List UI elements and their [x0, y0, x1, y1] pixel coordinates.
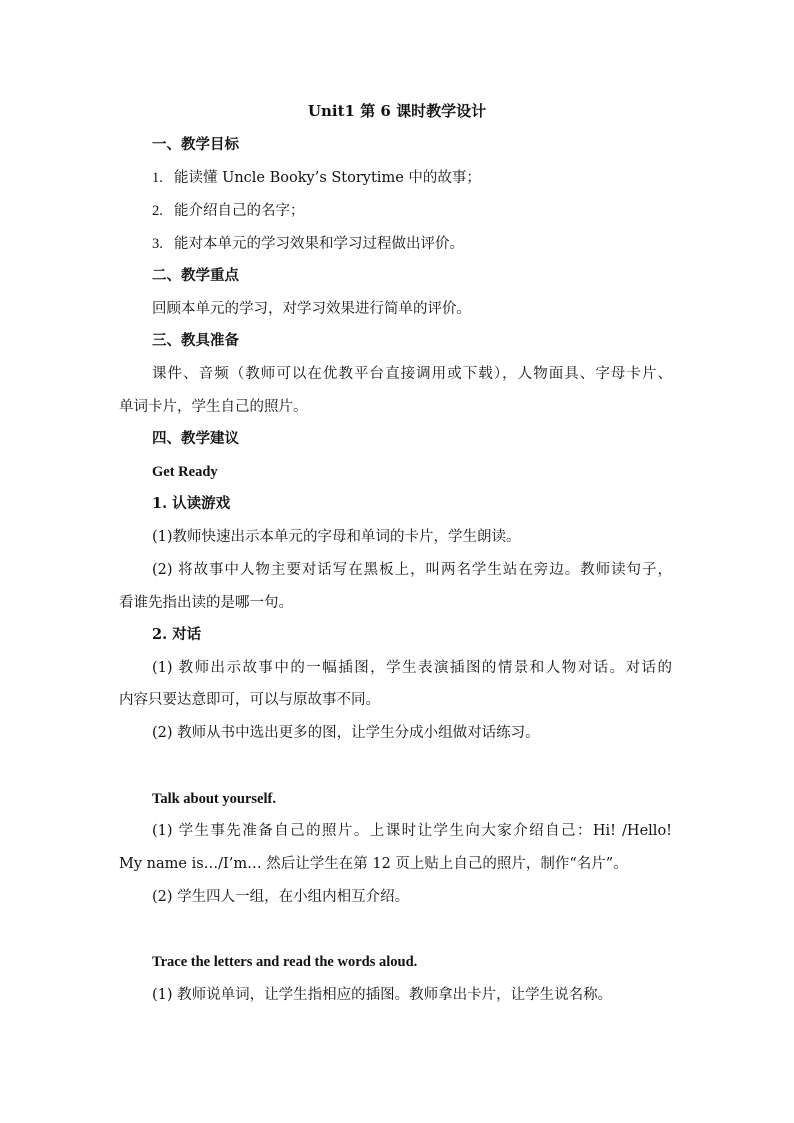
reading-game-step2-line2: 看谁先指出读的是哪一句。 [119, 595, 293, 611]
objective-number: 3. [152, 236, 163, 252]
objective-text: 能介绍自己的名字； [174, 203, 305, 219]
document-title: Unit1 第 6 课时教学设计 [307, 102, 487, 120]
subheading-trace-letters: Trace the letters and read the words aloud. [152, 954, 418, 970]
reading-game-step2-line1: (2) 将故事中人物主要对话写在黑板上，叫两名学生站在旁边。教师读句子， [152, 562, 672, 578]
materials-text-line1: 课件、音频（教师可以在优教平台直接调用或下载），人物面具、字母卡片、 [152, 366, 672, 382]
subheading-dialogue: 2. 对话 [152, 626, 202, 643]
objective-item [152, 168, 481, 188]
subheading-reading-game: 1. 认读游戏 [152, 495, 231, 512]
subheading-talk-about-yourself: Talk about yourself. [152, 791, 276, 807]
dialogue-step1-line2: 内容只要达意即可，可以与原故事不同。 [119, 692, 380, 708]
objective-text: 能对本单元的学习效果和学习过程做出评价。 [174, 236, 464, 252]
objective-item [152, 234, 464, 254]
key-points-text: 回顾本单元的学习，对学习效果进行简单的评价。 [152, 301, 471, 317]
objective-text: 能读懂 Uncle Booky’s Storytime 中的故事； [174, 170, 481, 186]
objective-number: 2. [152, 203, 163, 219]
dialogue-step1-line1: (1) 教师出示故事中的一幅插图，学生表演插图的情景和人物对话。对话的 [152, 660, 672, 676]
materials-text-line2: 单词卡片，学生自己的照片。 [119, 399, 308, 415]
talk-step1-line1: (1) 学生事先准备自己的照片。上课时让学生向大家介绍自己：Hi! /Hello! [152, 823, 672, 839]
reading-game-step1: (1)教师快速出示本单元的字母和单词的卡片，学生朗读。 [152, 529, 521, 545]
trace-step1: (1) 教师说单词，让学生指相应的插图。教师拿出卡片，让学生说名称。 [152, 987, 613, 1003]
section-heading-objectives: 一、教学目标 [152, 136, 239, 153]
talk-step1-line2: My name is…/I’m… 然后让学生在第 12 页上贴上自己的照片，制作“名片”。 [119, 856, 628, 872]
objective-item [152, 201, 305, 221]
objective-number: 1. [152, 170, 163, 186]
section-heading-suggestions: 四、教学建议 [152, 430, 239, 447]
dialogue-step2: (2) 教师从书中选出更多的图，让学生分成小组做对话练习。 [152, 725, 540, 741]
subheading-get-ready: Get Ready [152, 464, 218, 480]
talk-step2: (2) 学生四人一组，在小组内相互介绍。 [152, 889, 410, 905]
section-heading-key-points: 二、教学重点 [152, 267, 239, 284]
section-heading-materials: 三、教具准备 [152, 332, 239, 349]
